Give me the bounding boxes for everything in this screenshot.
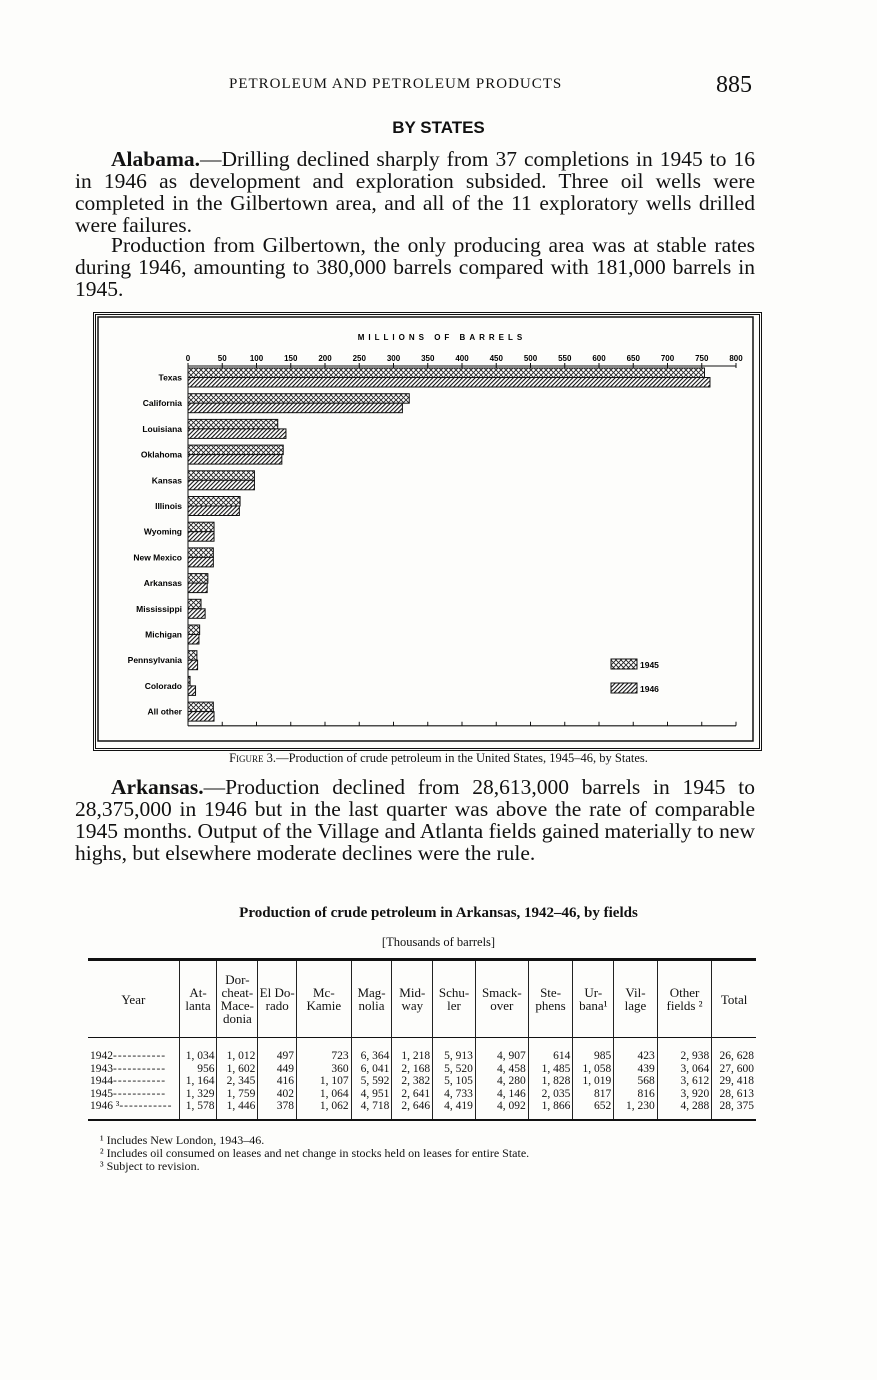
figure-3-chart bbox=[93, 312, 762, 751]
table-cell: 3, 612 bbox=[657, 1075, 712, 1088]
column-header-0: Year bbox=[121, 991, 146, 1007]
bar-1945 bbox=[188, 419, 278, 429]
bar-1946 bbox=[188, 532, 214, 542]
alabama-lead: Alabama. bbox=[111, 147, 200, 171]
table-cell: 1, 107 bbox=[297, 1075, 352, 1088]
footnote-2: ² Includes oil consumed on leases and net change in stocks held on leases for entire State. bbox=[100, 1146, 530, 1160]
table-cell: 4, 458 bbox=[475, 1063, 528, 1076]
running-title: PETROLEUM AND PETROLEUM PRODUCTS bbox=[229, 76, 563, 92]
table-row bbox=[88, 1075, 756, 1088]
column-header-9: Ste-phens bbox=[528, 960, 573, 1038]
table-cell: 652 bbox=[573, 1100, 614, 1120]
x-tick-label: 650 bbox=[626, 354, 640, 363]
bar-1946 bbox=[188, 403, 402, 413]
table-cell: 985 bbox=[573, 1038, 614, 1063]
column-header-5: Mag-nolia bbox=[351, 960, 392, 1038]
row-year: 1946 ³----------- bbox=[90, 1100, 173, 1112]
column-header-8: Smack-over bbox=[475, 960, 528, 1038]
chart-title: MILLIONS OF BARRELS bbox=[357, 333, 527, 342]
row-year: 1942----------- bbox=[90, 1050, 167, 1062]
table-cell: 416 bbox=[258, 1075, 297, 1088]
table-cell: 2, 382 bbox=[392, 1075, 433, 1088]
table-cell: 5, 105 bbox=[433, 1075, 476, 1088]
arkansas-text: —Production declined from 28,613,000 barrels in 1945 to 28,375,000 in 1946 but in the last quarter was above the rate of comparable 1945 months. Output of the Village and Atlanta fields gained materially to new highs, but elsewhere moderate declines were the rule. bbox=[75, 775, 755, 865]
bar-1946 bbox=[188, 378, 710, 388]
footnote-3: ³ Subject to revision. bbox=[100, 1159, 200, 1173]
bar-1945 bbox=[188, 394, 409, 404]
alabama-paragraph-2 bbox=[75, 234, 755, 300]
bar-1946 bbox=[188, 429, 286, 439]
table-cell: 439 bbox=[614, 1063, 658, 1076]
category-label: Mississippi bbox=[136, 603, 182, 614]
alabama-text-2: Production from Gilbertown, the only producing area was at stable rates during 1946, amounting to 380,000 barrels compared with 181,000 barrels in 1945. bbox=[75, 233, 755, 301]
bar-1946 bbox=[188, 583, 207, 593]
x-tick-label: 200 bbox=[318, 354, 332, 363]
footnote-1: ¹ Includes New London, 1943–46. bbox=[100, 1133, 265, 1147]
x-tick-label: 0 bbox=[185, 354, 191, 363]
x-tick-label: 500 bbox=[523, 354, 538, 363]
table-cell: 4, 733 bbox=[433, 1088, 476, 1101]
table-cell: 1, 602 bbox=[217, 1063, 258, 1076]
table-cell: 3, 920 bbox=[657, 1088, 712, 1101]
arkansas-paragraph bbox=[75, 776, 755, 864]
row-year: 1945----------- bbox=[90, 1087, 167, 1100]
figure-caption bbox=[0, 751, 877, 766]
bar-chart-svg bbox=[96, 315, 759, 748]
table-cell: 4, 288 bbox=[657, 1100, 712, 1120]
bar-1946 bbox=[188, 686, 196, 696]
table-cell: 1, 034 bbox=[179, 1038, 217, 1063]
table-cell: 723 bbox=[297, 1038, 352, 1063]
legend-swatch-1946 bbox=[611, 683, 637, 693]
category-label: Michigan bbox=[145, 629, 182, 640]
category-label: All other bbox=[147, 706, 182, 717]
category-label: New Mexico bbox=[133, 552, 182, 563]
table-cell: 5, 520 bbox=[433, 1063, 476, 1076]
bar-1945 bbox=[188, 471, 254, 481]
column-header-13: Total bbox=[712, 960, 756, 1038]
arkansas-production-table bbox=[88, 958, 756, 1121]
bar-1946 bbox=[188, 660, 198, 670]
section-title: BY STATES bbox=[392, 118, 485, 137]
table-cell: 4, 146 bbox=[475, 1088, 528, 1101]
table-cell: 449 bbox=[258, 1063, 297, 1076]
column-header-2: Dor-cheat-Mace-donia bbox=[217, 960, 258, 1038]
table-cell: 4, 907 bbox=[475, 1038, 528, 1063]
table-cell: 497 bbox=[258, 1038, 297, 1063]
bar-1946 bbox=[188, 635, 199, 645]
column-header-10: Ur-bana¹ bbox=[573, 960, 614, 1038]
column-header-3: El Do-rado bbox=[258, 960, 297, 1038]
table-cell: 1, 012 bbox=[217, 1038, 258, 1063]
x-tick-label: 550 bbox=[558, 354, 572, 363]
table-cell: 1, 058 bbox=[573, 1063, 614, 1076]
table-cell: 1, 446 bbox=[217, 1100, 258, 1120]
table-cell: 3, 064 bbox=[657, 1063, 712, 1076]
bar-1945 bbox=[188, 522, 214, 532]
table-cell: 27, 600 bbox=[712, 1063, 756, 1076]
table-body bbox=[88, 1038, 756, 1120]
column-header-4: Mc-Kamie bbox=[297, 960, 352, 1038]
table-cell: 1, 329 bbox=[179, 1088, 217, 1101]
table-cell: 1, 062 bbox=[297, 1100, 352, 1120]
column-header-12: Other fields ² bbox=[657, 960, 712, 1038]
x-tick-label: 350 bbox=[421, 354, 435, 363]
figure-caption-text: —Production of crude petroleum in the United States, 1945–46, by States. bbox=[276, 751, 648, 765]
table-cell: 29, 418 bbox=[712, 1075, 756, 1088]
table-cell: 2, 938 bbox=[657, 1038, 712, 1063]
table-cell: 1, 230 bbox=[614, 1100, 658, 1120]
table-cell: 956 bbox=[179, 1063, 217, 1076]
table-cell: 6, 364 bbox=[351, 1038, 392, 1063]
table-cell: 2, 641 bbox=[392, 1088, 433, 1101]
legend-label-1946: 1946 bbox=[640, 684, 659, 694]
bar-1945 bbox=[188, 676, 190, 686]
table-cell: 2, 646 bbox=[392, 1100, 433, 1120]
figure-caption-prefix: Figure 3. bbox=[229, 751, 277, 765]
x-tick-label: 750 bbox=[695, 354, 709, 363]
category-label: Wyoming bbox=[143, 526, 182, 537]
table-cell: 402 bbox=[258, 1088, 297, 1101]
bar-1946 bbox=[188, 557, 213, 567]
x-tick-label: 300 bbox=[386, 354, 401, 363]
bar-1945 bbox=[188, 574, 208, 584]
bar-1945 bbox=[188, 651, 197, 661]
table-row bbox=[88, 1100, 756, 1120]
bar-1945 bbox=[188, 625, 200, 635]
category-label: Texas bbox=[158, 372, 182, 383]
bar-1946 bbox=[188, 609, 205, 619]
category-label: Oklahoma bbox=[140, 449, 182, 460]
page-number: 885 bbox=[716, 72, 752, 98]
table-cell: 4, 419 bbox=[433, 1100, 476, 1120]
x-tick-label: 400 bbox=[455, 354, 469, 363]
table-cell: 1, 485 bbox=[528, 1063, 573, 1076]
table-header-row bbox=[88, 960, 756, 1038]
table-cell: 1, 218 bbox=[392, 1038, 433, 1063]
arkansas-lead: Arkansas. bbox=[111, 775, 204, 799]
x-tick-label: 150 bbox=[284, 354, 298, 363]
table-cell: 360 bbox=[297, 1063, 352, 1076]
legend-swatch-1945 bbox=[611, 659, 637, 669]
table-cell: 1, 828 bbox=[528, 1075, 573, 1088]
table-cell: 4, 280 bbox=[475, 1075, 528, 1088]
table-cell: 2, 035 bbox=[528, 1088, 573, 1101]
row-year: 1943----------- bbox=[90, 1062, 167, 1075]
bar-1945 bbox=[188, 368, 704, 378]
x-tick-label: 100 bbox=[249, 354, 264, 363]
alabama-text-1: —Drilling declined sharply from 37 completions in 1945 to 16 in 1946 as development and exploration subsided. Three oil wells were completed in the Gilbertown area, and all of the 11 exploratory wells drilled were failures. bbox=[75, 147, 755, 237]
bar-1945 bbox=[188, 702, 213, 712]
table-cell: 2, 168 bbox=[392, 1063, 433, 1076]
bar-1945 bbox=[188, 548, 213, 558]
category-label: Kansas bbox=[151, 475, 182, 486]
row-year: 1944----------- bbox=[90, 1075, 167, 1087]
alabama-paragraph-1 bbox=[75, 148, 755, 236]
x-tick-label: 700 bbox=[660, 354, 675, 363]
table-cell: 1, 064 bbox=[297, 1088, 352, 1101]
table-cell: 4, 951 bbox=[351, 1088, 392, 1101]
x-tick-label: 450 bbox=[489, 354, 503, 363]
table-row bbox=[88, 1088, 756, 1101]
table-title: Production of crude petroleum in Arkansas, 1942–46, by fields bbox=[239, 905, 638, 921]
table-row bbox=[88, 1063, 756, 1076]
table-cell: 26, 628 bbox=[712, 1038, 756, 1063]
x-tick-label: 600 bbox=[592, 354, 606, 363]
x-tick-label: 800 bbox=[729, 354, 743, 363]
table-cell: 4, 718 bbox=[351, 1100, 392, 1120]
x-tick-label: 250 bbox=[352, 354, 366, 363]
table-cell: 614 bbox=[528, 1038, 573, 1063]
table-cell: 6, 041 bbox=[351, 1063, 392, 1076]
category-label: Louisiana bbox=[142, 423, 182, 434]
column-header-1: At-lanta bbox=[179, 960, 217, 1038]
table-cell: 1, 759 bbox=[217, 1088, 258, 1101]
table-cell: 28, 375 bbox=[712, 1100, 756, 1120]
bar-1946 bbox=[188, 455, 282, 465]
category-label: Pennsylvania bbox=[127, 655, 182, 666]
bar-1945 bbox=[188, 445, 283, 455]
bar-1945 bbox=[188, 497, 240, 507]
column-header-6: Mid-way bbox=[392, 960, 433, 1038]
bar-1946 bbox=[188, 480, 254, 490]
category-label: California bbox=[142, 398, 182, 409]
table-cell: 5, 592 bbox=[351, 1075, 392, 1088]
table-cell: 1, 019 bbox=[573, 1075, 614, 1088]
bar-1946 bbox=[188, 506, 239, 516]
table-cell: 28, 613 bbox=[712, 1088, 756, 1101]
x-tick-label: 50 bbox=[217, 354, 227, 363]
legend-label-1945: 1945 bbox=[640, 660, 659, 670]
table-row bbox=[88, 1038, 756, 1063]
table-subtitle: [Thousands of barrels] bbox=[381, 935, 496, 949]
table-cell: 378 bbox=[258, 1100, 297, 1120]
table-cell: 816 bbox=[614, 1088, 658, 1101]
category-label: Arkansas bbox=[143, 578, 182, 589]
table-cell: 423 bbox=[614, 1038, 658, 1063]
table-cell: 4, 092 bbox=[475, 1100, 528, 1120]
table-cell: 2, 345 bbox=[217, 1075, 258, 1088]
column-header-7: Schu-ler bbox=[433, 960, 476, 1038]
column-header-11: Vil-lage bbox=[614, 960, 658, 1038]
category-label: Illinois bbox=[155, 501, 182, 511]
bar-1945 bbox=[188, 599, 201, 609]
table-cell: 5, 913 bbox=[433, 1038, 476, 1063]
bar-1946 bbox=[188, 712, 214, 722]
table-cell: 1, 866 bbox=[528, 1100, 573, 1120]
table-cell: 568 bbox=[614, 1075, 658, 1088]
category-label: Colorado bbox=[144, 680, 182, 691]
table-cell: 1, 578 bbox=[179, 1100, 217, 1120]
table-cell: 817 bbox=[573, 1088, 614, 1101]
table-cell: 1, 164 bbox=[179, 1075, 217, 1088]
